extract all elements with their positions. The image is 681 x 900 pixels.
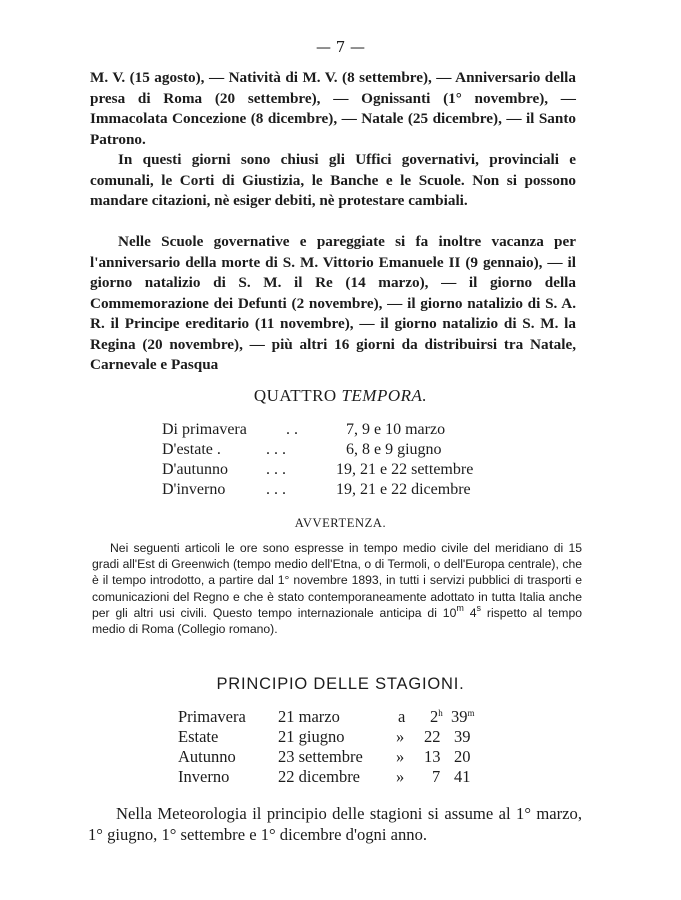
tempora-season: Di primavera: [162, 421, 247, 438]
stagioni-title: PRINCIPIO DELLE STAGIONI.: [216, 675, 465, 693]
tempora-season: D'autunno: [162, 461, 228, 478]
season-hours: 22: [424, 727, 441, 746]
season-date: 21 giugno: [278, 727, 345, 746]
page-number: — 7 —: [315, 38, 366, 56]
season-date: 22 dicembre: [278, 767, 361, 786]
school-holidays-paragraph: Nelle Scuole governative e pareggiate si fa inoltre vacanza per l'anniversario della morte di S. M. Vittorio Emanuele II (9 gennaio), — il giorno natalizio di S. M. il Re (14 marzo), — il giorno della Commemorazione dei Defunti (2 novembre), — il giorno natalizio di S. A. R. il Principe ereditario (11 novembre), — il giorno natalizio di S. M. la Regina (20 novembre), — più altri 16 giorni da distribuirsi tra Natale, Carnevale e Pasqua: [90, 233, 576, 373]
tempora-dates: 6, 8 e 9 giugno: [346, 441, 442, 458]
avvertenza-text-end: rispetto al tempo medio di Roma (Collegio romano).: [92, 605, 583, 637]
tempora-season: D'inverno: [162, 481, 226, 498]
tempora-dates: 19, 21 e 22 dicembre: [336, 481, 471, 498]
season-hours: 2$^h$: [430, 707, 443, 726]
season-minutes: 41: [454, 767, 471, 786]
avvertenza-text-seconds: 4: [463, 605, 477, 620]
season-name: Inverno: [178, 767, 230, 786]
tempora-dots: . . .: [266, 481, 286, 498]
tempora-dots: . . .: [266, 461, 286, 478]
avvertenza-text-main: Nei seguenti articoli le ore sono espresse in tempo medio civile del meridiano di 15 gradi all'Est di Greenwich (tempo medio dell'Etna, o di Termoli, o dell'Europa centrale), che è il tempo introdotto, a partire dal 1° novembre 1893, in tutti i servizi pubblici di trasporti e comunicazioni del Regno e che è stato contemporaneamente adottato in tutta Italia anche per gli altri usi civili. Questo tempo internazionale anticipa di 10: [92, 541, 582, 620]
avvertenza-title: AVVERTENZA.: [294, 516, 387, 530]
season-minutes: 39: [454, 727, 471, 746]
season-name: Primavera: [178, 707, 246, 726]
tempora-dots: . .: [286, 421, 298, 438]
season-name: Autunno: [178, 747, 236, 766]
tempora-dots: . . .: [266, 441, 286, 458]
meteorology-paragraph: Nella Meteorologia il principio delle stagioni si assume al 1° marzo, 1° giugno, 1° settembre e 1° dicembre d'ogni anno.: [88, 804, 582, 844]
season-separator: »: [396, 747, 405, 766]
tempora-title-italic: TEMPORA.: [341, 386, 428, 405]
avvertenza-text: [92, 540, 582, 637]
minutes-superscript: m: [456, 602, 464, 613]
season-hours: 13: [424, 747, 441, 766]
closures-paragraph: In questi giorni sono chiusi gli Uffici governativi, provinciali e comunali, le Corti di Giustizia, le Banche e le Scuole. Non si possono mandare citazioni, nè esiger debiti, nè protestare cambiali.: [90, 151, 576, 209]
tempora-season: D'estate .: [162, 441, 221, 458]
holidays-paragraph: M. V. (15 agosto), — Natività di M. V. (8 settembre), — Anniversario della presa di Roma (20 settembre), — Ognissanti (1° novembre), — Immacolata Concezione (8 dicembre), — Natale (25 dicembre), — il Santo Patrono.: [90, 69, 576, 148]
seconds-superscript: s: [476, 602, 482, 613]
tempora-dates: 7, 9 e 10 marzo: [346, 421, 446, 438]
season-date: 21 marzo: [278, 707, 340, 726]
tempora-title-plain: QUATTRO: [253, 386, 337, 405]
season-name: Estate: [178, 727, 219, 746]
season-hours: 7: [432, 767, 441, 786]
season-separator: »: [396, 767, 405, 786]
season-minutes: 20: [454, 747, 471, 766]
tempora-title: [0, 386, 681, 406]
season-separator: »: [396, 727, 405, 746]
season-minutes: 39$^m$: [451, 707, 475, 726]
season-date: 23 settembre: [278, 747, 363, 766]
season-separator: a: [398, 707, 406, 726]
tempora-dates: 19, 21 e 22 settembre: [336, 461, 474, 478]
